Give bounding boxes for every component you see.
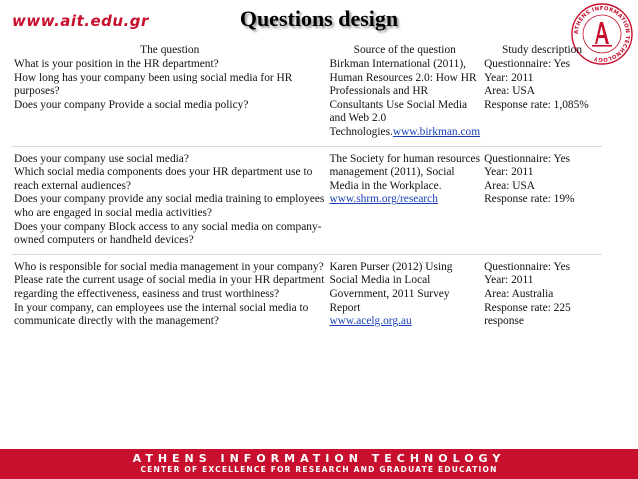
study-line: Questionnaire: Yes: [484, 58, 571, 70]
table-row: [12, 146, 602, 254]
source-cell: [327, 146, 482, 254]
study-cell: [482, 58, 602, 146]
source-link[interactable]: www.shrm.org/research: [329, 193, 438, 206]
question-text: What is your position in the HR department?: [14, 58, 219, 70]
study-line: Year: 2011: [484, 71, 534, 84]
study-line: Area: Australia: [484, 287, 554, 300]
footer-institution-name: ATHENS INFORMATION TECHNOLOGY: [132, 452, 506, 465]
study-line: Year: 2011: [484, 166, 534, 179]
source-text: Birkman International (2011), Human Resources 2.0: How HR Professionals and HR Consultants Use Social Media and Web 2.0 Technologies.: [329, 58, 477, 138]
question-text: Which social media components does your HR department use to reach external audiences?: [14, 166, 313, 192]
question-text: Does your company provide any social media training to employees who are engaged in social media activities?: [14, 193, 325, 219]
header-question: The question: [140, 44, 200, 57]
header-study: Study description: [502, 44, 583, 57]
slide-title: Questions design: [239, 6, 399, 31]
study-line: Questionnaire: Yes: [484, 260, 571, 273]
study-line: Year: 2011: [484, 274, 534, 287]
source-text: Karen Purser (2012) Using Social Media in Local Government, 2011 Survey Report: [329, 260, 453, 314]
study-line: Area: USA: [484, 85, 535, 98]
question-cell: [12, 58, 327, 146]
question-text: Does your company use social media?: [14, 152, 189, 165]
question-cell: [12, 254, 327, 334]
study-line: Questionnaire: Yes: [484, 152, 571, 165]
study-line: Area: USA: [484, 179, 535, 192]
source-text: The Society for human resources management (2011), Social Media in the Workplace.: [329, 152, 480, 192]
questions-table: [12, 44, 602, 335]
study-line: Response rate: 225 response: [484, 301, 571, 328]
table-header-row: [12, 44, 602, 58]
site-url: www.ait.edu.gr: [12, 12, 149, 30]
study-line: Response rate: 1,085%: [484, 98, 589, 111]
question-text: In your company, can employees use the internal social media to communicate directly with the management?: [14, 301, 309, 328]
source-link[interactable]: www.birkman.com: [392, 125, 481, 138]
question-text: How long has your company been using social media for HR purposes?: [14, 71, 293, 98]
question-text: Does your company Block access to any social media on company-owned computers or handheld devices?: [14, 220, 322, 247]
header-source: Source of the question: [353, 44, 456, 57]
question-text: Does your company Provide a social media policy?: [14, 98, 249, 111]
logo-ring-text: ATHENS INFORMATION TECHNOLOGY: [573, 5, 631, 63]
study-cell: [482, 254, 602, 334]
source-cell: [327, 254, 482, 334]
source-cell: [327, 58, 482, 146]
study-cell: [482, 146, 602, 254]
footer-banner: [0, 449, 638, 479]
question-text: Who is responsible for social media management in your company?: [14, 260, 324, 273]
footer-tagline: CENTER OF EXCELLENCE FOR RESEARCH AND GRADUATE EDUCATION: [140, 465, 498, 474]
table-row: [12, 58, 602, 146]
source-link[interactable]: www.acelg.org.au: [329, 315, 412, 328]
question-cell: [12, 146, 327, 254]
question-text: Please rate the current usage of social media in your HR department regarding the effectiveness, easiness and trust worthiness?: [14, 274, 325, 300]
table-row: [12, 254, 602, 334]
study-line: Response rate: 19%: [484, 193, 575, 206]
